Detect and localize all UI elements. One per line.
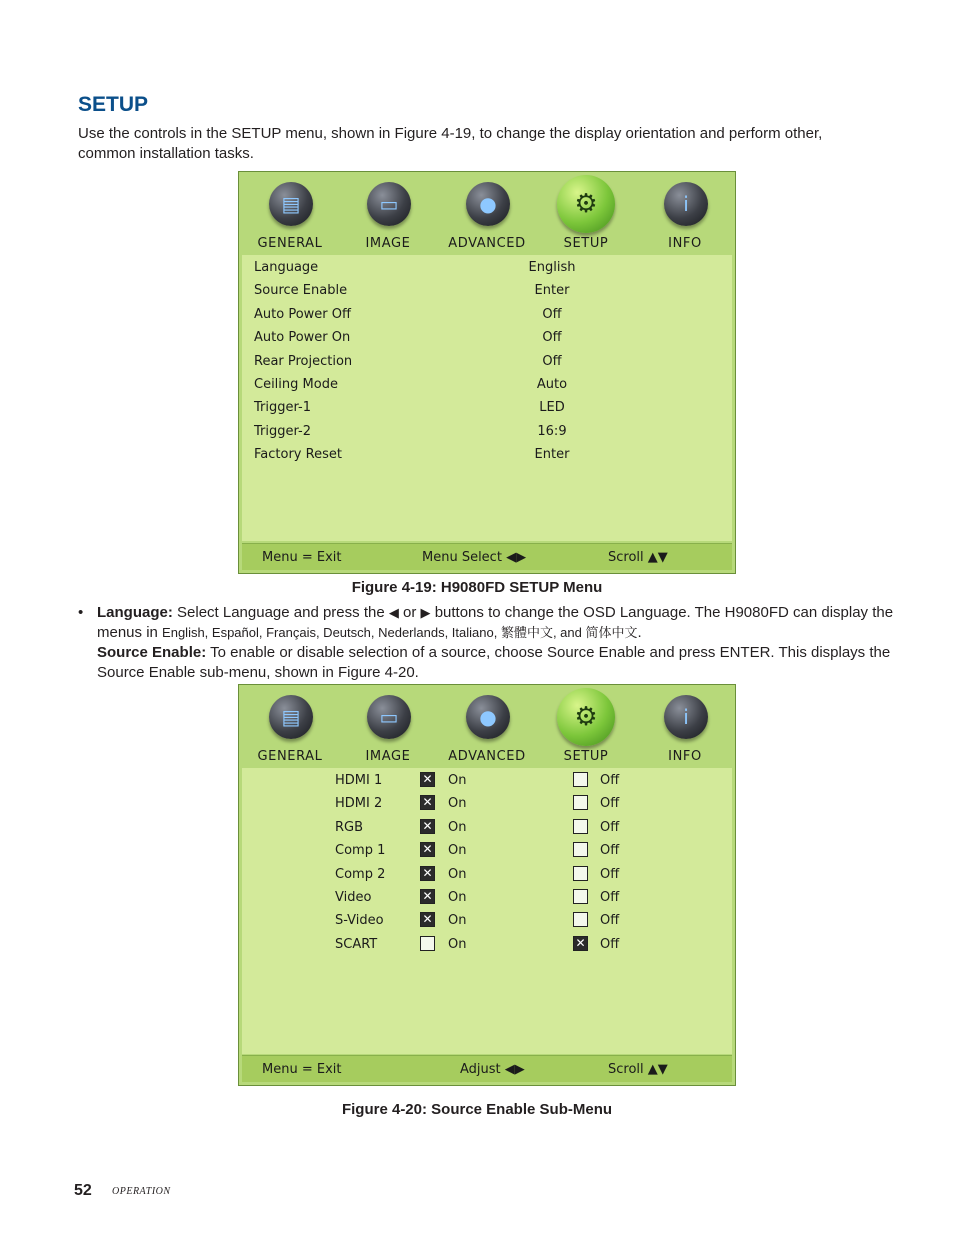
language-list: English, Español, Français, Deutsch, Nederlands, Italiano, 繁體中文	[162, 625, 553, 640]
menu-row-value: Off	[542, 330, 562, 346]
language-and: , and	[552, 625, 586, 640]
menu-row-trigger-2[interactable]	[242, 421, 732, 443]
source-name: Video	[335, 890, 372, 905]
language-text-cont: buttons to change the OSD Language. The H9080FD can display the menus in	[97, 604, 894, 641]
off-checkbox[interactable]	[573, 889, 588, 904]
on-label: On	[448, 819, 467, 835]
language-last: 简体中文	[585, 625, 638, 640]
tab-label: ADVANCED	[448, 749, 526, 764]
off-checkbox[interactable]	[573, 842, 588, 857]
menu-row-value: Enter	[534, 283, 570, 299]
on-label: On	[448, 913, 467, 929]
source-row-comp-1	[242, 840, 732, 862]
footer-menu-select	[422, 550, 526, 565]
document-icon: ▤	[269, 182, 313, 226]
gear-icon: ⚙	[557, 175, 615, 233]
menu-row-label: Source Enable	[254, 283, 348, 299]
footer-adjust	[460, 1062, 525, 1077]
off-label: Off	[600, 866, 620, 882]
source-row-hdmi-2	[242, 793, 732, 815]
on-label: On	[448, 796, 467, 812]
source-name: Comp 1	[335, 843, 386, 859]
on-checkbox[interactable]: ✕	[420, 795, 435, 810]
source-name: HDMI 2	[335, 796, 383, 812]
tab-label: SETUP	[563, 749, 609, 764]
off-label: Off	[600, 913, 620, 929]
menu-tab-bar	[239, 685, 735, 767]
info-icon: i	[664, 182, 708, 226]
menu-row-value: Off	[542, 353, 562, 369]
source-name: S-Video	[335, 913, 384, 929]
menu-footer	[242, 1055, 732, 1082]
lightbulb-icon: ●	[466, 695, 510, 739]
on-label: On	[448, 843, 467, 859]
menu-row-value: LED	[539, 400, 565, 416]
language-text: Select Language and press the	[172, 604, 389, 621]
on-checkbox[interactable]: ✕	[420, 889, 435, 904]
source-row-hdmi-1	[242, 770, 732, 792]
left-arrow-icon: ◀	[388, 605, 399, 620]
menu-row-value: Auto	[536, 377, 568, 392]
off-checkbox[interactable]	[573, 819, 588, 834]
right-arrow-icon: ▶	[420, 605, 431, 620]
off-checkbox[interactable]	[573, 866, 588, 881]
on-checkbox[interactable]: ✕	[420, 912, 435, 927]
lightbulb-icon: ●	[466, 182, 510, 226]
source-enable-term: Source Enable:	[97, 644, 207, 661]
menu-row-label: Rear Projection	[254, 353, 353, 369]
intro-paragraph: Use the controls in the SETUP menu, shown in Figure 4-19, to change the display orientation and perform other, common installation tasks.	[78, 125, 823, 162]
up-down-arrow-icon: ▲▼	[647, 1062, 668, 1077]
tv-icon: ▭	[367, 695, 411, 739]
tv-icon: ▭	[367, 182, 411, 226]
menu-row-source-enable[interactable]	[242, 280, 732, 302]
menu-row-language[interactable]	[242, 257, 732, 279]
off-label: Off	[600, 796, 620, 812]
on-checkbox[interactable]: ✕	[420, 772, 435, 787]
menu-row-label: Auto Power Off	[254, 306, 351, 322]
tab-label: INFO	[668, 749, 702, 764]
section-name: OPERATION	[112, 1186, 171, 1197]
off-label: Off	[600, 843, 620, 859]
figure-4-20-caption: Figure 4-20: Source Enable Sub-Menu	[341, 1101, 613, 1118]
off-label: Off	[600, 773, 620, 788]
tab-label: GENERAL	[257, 749, 323, 764]
off-label: Off	[600, 890, 620, 905]
figure-4-19-caption: Figure 4-19: H9080FD SETUP Menu	[351, 579, 603, 596]
gear-icon: ⚙	[557, 688, 615, 746]
off-label: Off	[600, 819, 620, 835]
source-enable-screenshot	[238, 684, 736, 1086]
setup-menu-screenshot	[238, 171, 736, 574]
menu-row-trigger-1[interactable]	[242, 397, 732, 419]
source-row-rgb	[242, 817, 732, 839]
on-label: On	[448, 890, 467, 905]
off-checkbox[interactable]	[573, 795, 588, 810]
language-term: Language:	[97, 604, 173, 621]
menu-row-value: Off	[542, 306, 562, 322]
bullet-item	[97, 603, 908, 683]
footer-adjust-label: Adjust	[460, 1062, 501, 1077]
info-icon: i	[664, 695, 708, 739]
source-row-scart	[242, 934, 732, 956]
menu-row-value: Enter	[534, 447, 570, 463]
footer-scroll-label: Scroll	[608, 550, 644, 565]
source-name: SCART	[335, 936, 378, 952]
source-enable-text: To enable or disable selection of a source, choose Source Enable and press ENTER. This displays the Source Enable sub-menu, shown in Figure 4-20.	[97, 644, 891, 681]
source-name: RGB	[335, 819, 364, 835]
menu-row-auto-power-off[interactable]	[242, 304, 732, 326]
menu-row-value: 16:9	[537, 423, 567, 439]
left-right-arrow-icon: ◀▶	[504, 1062, 525, 1077]
off-checkbox[interactable]	[573, 772, 588, 787]
menu-row-label: Factory Reset	[254, 447, 342, 463]
page-number: 52	[74, 1182, 92, 1199]
footer-menu-select-label: Menu Select	[422, 550, 502, 565]
bullet-marker: •	[78, 604, 84, 621]
source-row-video	[242, 887, 732, 909]
footer-exit: Menu = Exit	[262, 1062, 342, 1077]
footer-exit: Menu = Exit	[262, 550, 342, 565]
menu-row-label: Trigger-1	[254, 400, 311, 416]
footer-scroll-label: Scroll	[608, 1062, 644, 1077]
language-end: .	[637, 624, 642, 641]
up-down-arrow-icon: ▲▼	[647, 550, 668, 565]
on-checkbox[interactable]: ✕	[420, 842, 435, 857]
menu-row-factory-reset[interactable]	[242, 444, 732, 466]
tab-label: GENERAL	[257, 236, 323, 251]
source-name: HDMI 1	[335, 773, 383, 788]
tab-label: ADVANCED	[448, 236, 526, 251]
menu-tab-bar	[239, 172, 735, 254]
source-name: Comp 2	[335, 866, 386, 882]
page-title: SETUP	[78, 93, 149, 116]
tab-label: IMAGE	[365, 236, 411, 251]
source-menu-body	[242, 768, 732, 1054]
on-checkbox[interactable]: ✕	[420, 866, 435, 881]
menu-row-label: Auto Power On	[254, 330, 351, 346]
tab-label: SETUP	[563, 236, 609, 251]
off-checkbox[interactable]: ✕	[573, 936, 588, 951]
menu-row-label: Language	[254, 260, 319, 275]
menu-row-value: English	[528, 260, 576, 275]
off-checkbox[interactable]	[573, 912, 588, 927]
language-text-or: or	[398, 604, 421, 621]
document-icon: ▤	[269, 695, 313, 739]
source-row-comp-2	[242, 864, 732, 886]
menu-row-ceiling-mode[interactable]	[242, 374, 732, 396]
menu-row-label: Trigger-2	[254, 423, 311, 439]
off-label: Off	[600, 936, 620, 952]
footer-scroll	[608, 1062, 668, 1077]
footer-scroll	[608, 550, 668, 565]
setup-menu-body	[242, 255, 732, 541]
on-label: On	[448, 773, 467, 788]
on-checkbox[interactable]	[420, 936, 435, 951]
source-row-s-video	[242, 910, 732, 932]
on-label: On	[448, 936, 467, 952]
on-label: On	[448, 866, 467, 882]
menu-row-auto-power-on[interactable]	[242, 327, 732, 349]
on-checkbox[interactable]: ✕	[420, 819, 435, 834]
menu-row-rear-projection[interactable]	[242, 351, 732, 373]
bullet-list	[78, 603, 908, 683]
menu-footer	[242, 543, 732, 570]
tab-label: IMAGE	[365, 749, 411, 764]
menu-row-label: Ceiling Mode	[254, 377, 338, 392]
tab-label: INFO	[668, 236, 702, 251]
left-right-arrow-icon: ◀▶	[506, 550, 527, 565]
